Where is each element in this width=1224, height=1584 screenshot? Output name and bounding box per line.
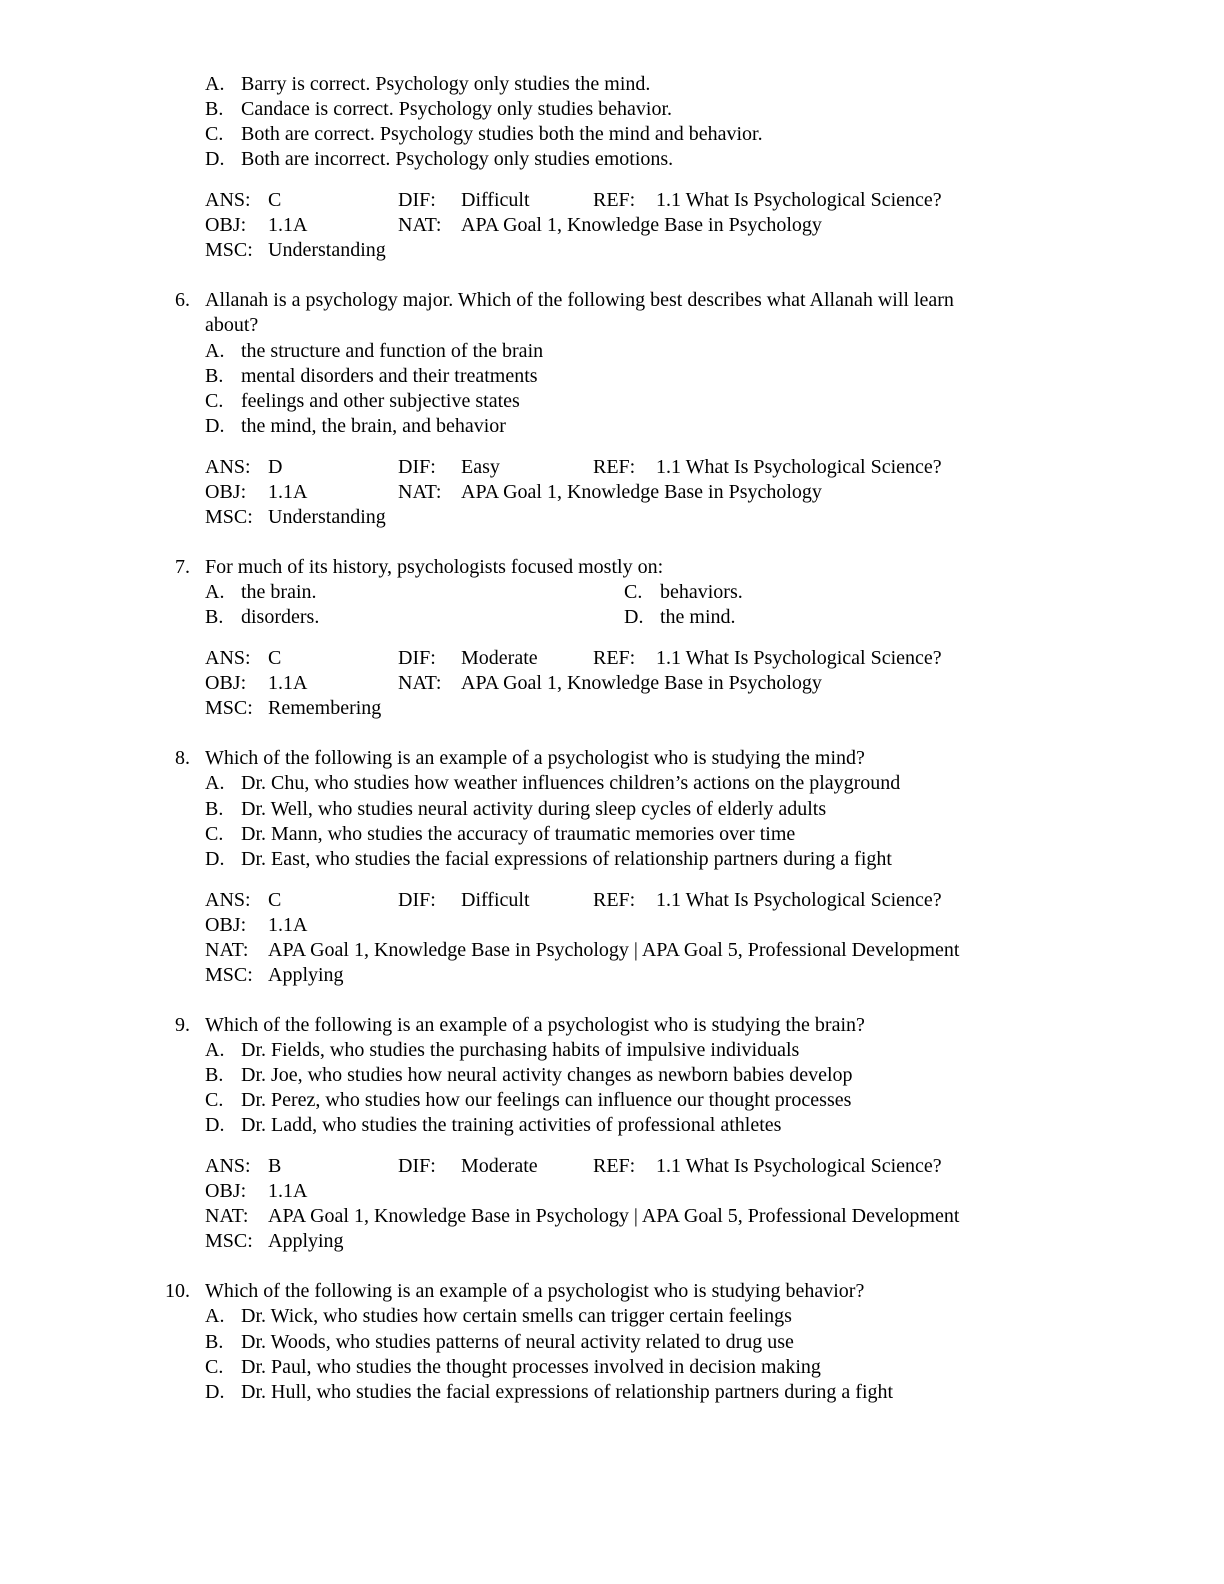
- nat-label: NAT:: [398, 672, 442, 694]
- option-text: the structure and function of the brain: [241, 340, 544, 362]
- option-text: Dr. Joe, who studies how neural activity changes as newborn babies develop: [241, 1064, 853, 1086]
- option-letter: D.: [205, 1114, 225, 1136]
- option-letter: D.: [205, 148, 225, 170]
- option-text: the brain.: [241, 581, 317, 603]
- ref-value: 1.1 What Is Psychological Science?: [656, 1155, 942, 1177]
- option-letter: B.: [205, 98, 224, 120]
- ans-label: ANS:: [205, 889, 251, 911]
- option-letter: B.: [205, 606, 224, 628]
- dif-label: DIF:: [398, 647, 436, 669]
- ans-value: C: [268, 647, 282, 669]
- dif-value: Difficult: [461, 189, 530, 211]
- question-stem: For much of its history, psychologists focused mostly on:: [205, 556, 664, 578]
- ans-label: ANS:: [205, 1155, 251, 1177]
- option-text: the mind, the brain, and behavior: [241, 415, 506, 437]
- dif-value: Moderate: [461, 647, 538, 669]
- dif-label: DIF:: [398, 889, 436, 911]
- nat-value: APA Goal 1, Knowledge Base in Psychology: [461, 481, 822, 503]
- question-number: 9.: [175, 1014, 190, 1036]
- ref-label: REF:: [593, 647, 636, 669]
- msc-value: Understanding: [268, 239, 386, 261]
- ref-label: REF:: [593, 456, 636, 478]
- obj-value: 1.1A: [268, 214, 308, 236]
- option-text: Barry is correct. Psychology only studies the mind.: [241, 73, 651, 95]
- obj-value: 1.1A: [268, 481, 308, 503]
- option-text: behaviors.: [660, 581, 743, 603]
- option-letter: A.: [205, 1039, 225, 1061]
- ref-value: 1.1 What Is Psychological Science?: [656, 647, 942, 669]
- msc-value: Understanding: [268, 506, 386, 528]
- option-text: Dr. East, who studies the facial expressions of relationship partners during a fight: [241, 848, 892, 870]
- obj-value: 1.1A: [268, 1180, 308, 1202]
- option-text: mental disorders and their treatments: [241, 365, 538, 387]
- option-text: Both are correct. Psychology studies both the mind and behavior.: [241, 123, 763, 145]
- nat-value: APA Goal 1, Knowledge Base in Psychology: [461, 214, 822, 236]
- option-text: Dr. Hull, who studies the facial expressions of relationship partners during a fight: [241, 1381, 894, 1403]
- question-stem: Allanah is a psychology major. Which of the following best describes what Allanah will learn: [205, 289, 954, 311]
- ans-value: C: [268, 889, 282, 911]
- question-stem-continued: about?: [205, 314, 259, 336]
- option-letter: C.: [205, 823, 224, 845]
- question-stem: Which of the following is an example of a psychologist who is studying the brain?: [205, 1014, 865, 1036]
- ref-value: 1.1 What Is Psychological Science?: [656, 456, 942, 478]
- option-text: Dr. Paul, who studies the thought processes involved in decision making: [241, 1356, 821, 1378]
- option-letter: C.: [624, 581, 643, 603]
- option-text: Dr. Wick, who studies how certain smells can trigger certain feelings: [241, 1305, 792, 1327]
- obj-label: OBJ:: [205, 481, 247, 503]
- nat-value: APA Goal 1, Knowledge Base in Psychology: [461, 672, 822, 694]
- ref-label: REF:: [593, 189, 636, 211]
- msc-value: Remembering: [268, 697, 382, 719]
- obj-label: OBJ:: [205, 214, 247, 236]
- msc-label: MSC:: [205, 239, 253, 261]
- question-number: 7.: [175, 556, 190, 578]
- option-letter: A.: [205, 772, 225, 794]
- option-text: Dr. Ladd, who studies the training activities of professional athletes: [241, 1114, 782, 1136]
- ans-value: B: [268, 1155, 282, 1177]
- obj-label: OBJ:: [205, 914, 247, 936]
- option-letter: C.: [205, 123, 224, 145]
- option-text: the mind.: [660, 606, 736, 628]
- ref-value: 1.1 What Is Psychological Science?: [656, 889, 942, 911]
- option-text: Dr. Woods, who studies patterns of neural activity related to drug use: [241, 1331, 794, 1353]
- msc-label: MSC:: [205, 506, 253, 528]
- option-letter: D.: [205, 415, 225, 437]
- option-letter: C.: [205, 1089, 224, 1111]
- ans-label: ANS:: [205, 189, 251, 211]
- option-text: feelings and other subjective states: [241, 390, 520, 412]
- dif-value: Moderate: [461, 1155, 538, 1177]
- ans-label: ANS:: [205, 456, 251, 478]
- ans-label: ANS:: [205, 647, 251, 669]
- option-letter: A.: [205, 73, 225, 95]
- nat-value: APA Goal 1, Knowledge Base in Psychology | APA Goal 5, Professional Development: [268, 939, 960, 961]
- dif-label: DIF:: [398, 189, 436, 211]
- option-text: Candace is correct. Psychology only studies behavior.: [241, 98, 673, 120]
- dif-value: Difficult: [461, 889, 530, 911]
- option-text: disorders.: [241, 606, 320, 628]
- option-letter: A.: [205, 340, 225, 362]
- nat-label: NAT:: [398, 481, 442, 503]
- option-letter: D.: [624, 606, 644, 628]
- question-stem: Which of the following is an example of a psychologist who is studying behavior?: [205, 1280, 865, 1302]
- ref-label: REF:: [593, 1155, 636, 1177]
- msc-label: MSC:: [205, 1230, 253, 1252]
- obj-label: OBJ:: [205, 672, 247, 694]
- option-text: Dr. Mann, who studies the accuracy of traumatic memories over time: [241, 823, 796, 845]
- nat-label: NAT:: [398, 214, 442, 236]
- msc-label: MSC:: [205, 697, 253, 719]
- ans-value: C: [268, 189, 282, 211]
- nat-value: APA Goal 1, Knowledge Base in Psychology | APA Goal 5, Professional Development: [268, 1205, 960, 1227]
- obj-value: 1.1A: [268, 672, 308, 694]
- question-stem: Which of the following is an example of a psychologist who is studying the mind?: [205, 747, 865, 769]
- option-letter: B.: [205, 1331, 224, 1353]
- option-letter: A.: [205, 581, 225, 603]
- option-letter: B.: [205, 1064, 224, 1086]
- obj-label: OBJ:: [205, 1180, 247, 1202]
- dif-value: Easy: [461, 456, 500, 478]
- option-letter: D.: [205, 848, 225, 870]
- option-text: Dr. Well, who studies neural activity during sleep cycles of elderly adults: [241, 798, 827, 820]
- option-text: Both are incorrect. Psychology only studies emotions.: [241, 148, 674, 170]
- option-letter: A.: [205, 1305, 225, 1327]
- option-text: Dr. Perez, who studies how our feelings can influence our thought processes: [241, 1089, 852, 1111]
- dif-label: DIF:: [398, 456, 436, 478]
- nat-label: NAT:: [205, 939, 249, 961]
- ref-label: REF:: [593, 889, 636, 911]
- option-letter: C.: [205, 390, 224, 412]
- msc-value: Applying: [268, 1230, 344, 1252]
- option-letter: D.: [205, 1381, 225, 1403]
- option-text: Dr. Chu, who studies how weather influences children’s actions on the playground: [241, 772, 901, 794]
- obj-value: 1.1A: [268, 914, 308, 936]
- nat-label: NAT:: [205, 1205, 249, 1227]
- question-number: 10.: [165, 1280, 190, 1302]
- dif-label: DIF:: [398, 1155, 436, 1177]
- option-letter: B.: [205, 798, 224, 820]
- option-letter: C.: [205, 1356, 224, 1378]
- option-text: Dr. Fields, who studies the purchasing habits of impulsive individuals: [241, 1039, 800, 1061]
- question-number: 8.: [175, 747, 190, 769]
- option-letter: B.: [205, 365, 224, 387]
- ans-value: D: [268, 456, 283, 478]
- ref-value: 1.1 What Is Psychological Science?: [656, 189, 942, 211]
- question-number: 6.: [175, 289, 190, 311]
- msc-value: Applying: [268, 964, 344, 986]
- msc-label: MSC:: [205, 964, 253, 986]
